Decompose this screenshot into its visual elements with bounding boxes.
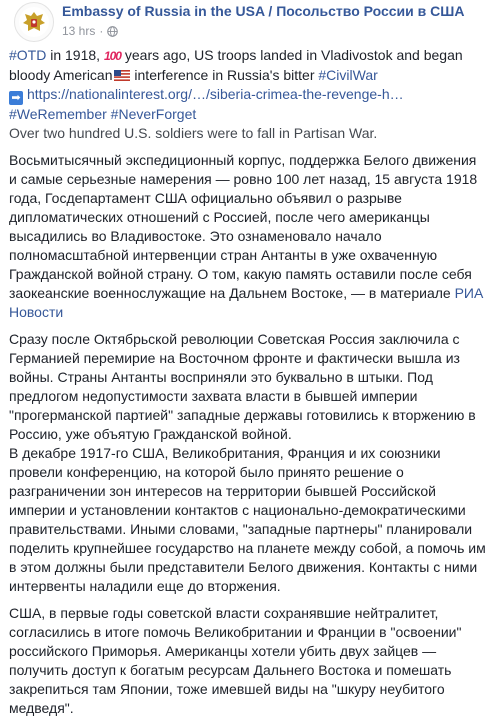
- hashtag-civilwar[interactable]: #CivilWar: [318, 67, 378, 83]
- intro-text-3: interference in Russia's bitter: [130, 67, 319, 83]
- hundred-points-icon: 100: [103, 49, 121, 63]
- paragraph-3: [9, 444, 487, 596]
- intro-paragraph: [9, 46, 487, 143]
- paragraph-1: [9, 151, 487, 322]
- source-link[interactable]: РИА Новости: [9, 285, 484, 320]
- post-body: [6, 46, 487, 718]
- us-flag-icon: [114, 70, 130, 81]
- page-name-link[interactable]: Embassy of Russia in the USA / Посольство России в США: [62, 3, 465, 19]
- intro-text-1: in 1918,: [46, 47, 104, 63]
- paragraph-1-text: Восьмитысячный экспедиционный корпус, поддержка Белого движения и самые серьезные намерения — ровно 100 лет назад, 15 августа 1918 года, Госдепартамент США официально объявил о разрыве дипломатических отношений с Россией, после чего американцы высадились во Владивостоке. Это ознаменовало начало полномасштабной интервенции стран Антанты в уже охваченную Гражданской войной страну. О том, какую память оставили после себя заокеанские военнослужащие на Дальнем Востоке, — в материале: [9, 152, 478, 301]
- post-meta: 13 hrs ·: [62, 24, 118, 38]
- coat-of-arms-icon: [18, 6, 50, 38]
- intro-text-2: years ago, US troops landed in Vladivostok and began bloody American: [9, 47, 463, 83]
- hashtag-neverforget[interactable]: #NeverForget: [110, 106, 197, 122]
- hashtag-weremember[interactable]: #WeRemember: [9, 106, 107, 122]
- paragraph-3-text: В декабре 1917-го США, Великобритания, Франция и их союзники провели конференцию, на которой было принято решение о разграничении зон интересов на территории бывшей Российской империи и установлении контактов с национально-демократическими правительствами. Иными словами, "западные партнеры" планировали поделить крупнейшее государство на планете между собой, а помочь им в этом должны были представители Белого движения. Контакты с ними интервенты наладили еще до вторжения.: [9, 445, 486, 594]
- tagline-text: Over two hundred U.S. soldiers were to fall in Partisan War.: [9, 125, 378, 141]
- paragraph-2: [9, 330, 487, 444]
- post-timestamp[interactable]: 13 hrs: [62, 24, 96, 38]
- hashtag-otd[interactable]: #OTD: [9, 47, 47, 63]
- external-link[interactable]: https://nationalinterest.org/…/siberia-crimea-the-revenge-h…: [27, 86, 404, 102]
- right-arrow-icon: ➡: [9, 91, 23, 105]
- globe-icon[interactable]: [107, 26, 118, 37]
- paragraph-2-text: Сразу после Октябрьской революции Советская Россия заключила с Германией перемирие на Восточном фронте и фактически вышла из войны. Страны Антанты восприняли это буквально в штыки. Под предлогом недопустимости захвата власти в бывшей империи "прогерманской партией" западные державы готовились к вторжению в Россию, уже объятую Гражданской войной.: [9, 331, 476, 442]
- page-avatar[interactable]: [14, 2, 54, 42]
- post-header: [6, 0, 487, 46]
- paragraph-4: [9, 604, 487, 718]
- paragraph-4-text: США, в первые годы советской власти сохранявшие нейтралитет, согласились в итоге помочь Великобритании и Франции в "освоении" российского Приморья. Американцы хотели убить двух зайцев — получить доступ к богатым ресурсам Дальнего Востока и помешать закрепиться там Японии, тоже имевшей виды на "шкуру неубитого медведя".: [9, 605, 462, 716]
